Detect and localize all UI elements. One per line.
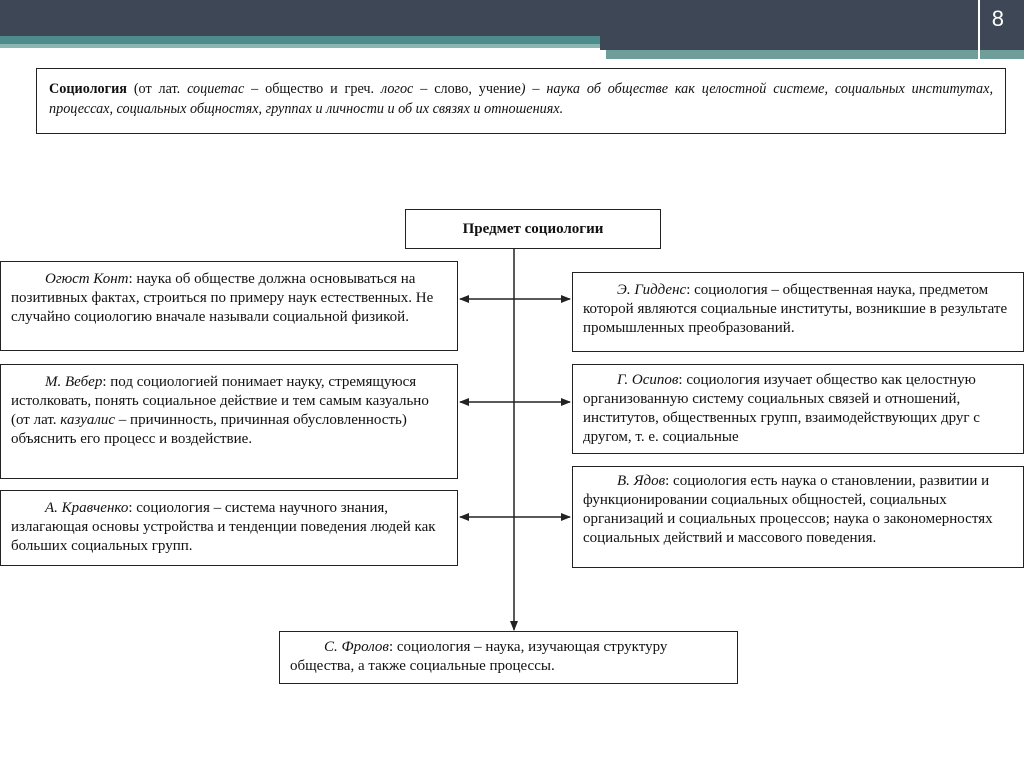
- definition-text: Социология (от лат. социетас – общество и греч. логос – слово, учение) – наука об обществе как целостной системе, социальных институтах, процессах, социальных общностях, группах и личности и об их связях и отношениях.: [49, 81, 993, 117]
- box-kravchenko: [0, 490, 458, 566]
- text-osipov: : социология изучает общество как целостную организованную систему социальных связей и отношений, институтов, общественных групп, взаимодействующих друг с другом, т. е. социальные: [583, 372, 980, 445]
- box-frolov: [279, 631, 738, 684]
- text-frolov: : социология – наука, изучающая структуру общества, а также социальные процессы.: [290, 639, 668, 674]
- author-kravchenko: А. Кравченко: [45, 500, 129, 516]
- author-yadov: В. Ядов: [617, 473, 666, 489]
- author-comte: Огюст Конт: [45, 271, 129, 287]
- text-weber-2: – причинность, причинная обусловленность) объяснить его процесс и воздействие.: [11, 412, 407, 447]
- author-frolov: С. Фролов: [324, 639, 389, 655]
- definition-term: Социология: [49, 81, 127, 97]
- slide-number: 8: [991, 6, 1004, 31]
- author-giddens: Э. Гидденс: [617, 282, 687, 298]
- box-comte: [0, 261, 458, 351]
- text-giddens: : социология – общественная наука, предметом которой являются социальные институты, возникшие в результате промышленных преобразований.: [583, 282, 1008, 336]
- text-kravchenko: : социология – система научного знания, излагающая основы устройства и тенденции поведения людей как больших социальных групп.: [11, 500, 436, 554]
- box-osipov: [572, 364, 1024, 454]
- box-giddens: [572, 272, 1024, 352]
- latin-weber: казуалис: [60, 412, 116, 428]
- center-title-box: [405, 209, 661, 249]
- center-title: Предмет социологии: [462, 221, 604, 237]
- box-yadov: [572, 466, 1024, 568]
- author-weber: М. Вебер: [45, 374, 103, 390]
- text-comte: : наука об обществе должна основываться на позитивных фактах, строиться по примеру наук естественных. Не случайно социологию вначале называли социальной физикой.: [11, 271, 434, 325]
- text-yadov: : социология есть наука о становлении, развитии и функционировании социальных общностей, социальных организаций и социальных процессов; наука о закономерностях социальных действий и массового поведения.: [583, 473, 993, 546]
- text-weber-1: : под социологией понимает науку, стремящуюся истолковать, понять социальное действие и тем самым казуально (от лат.: [11, 374, 429, 428]
- author-osipov: Г. Осипов: [617, 372, 679, 388]
- box-weber: [0, 364, 458, 479]
